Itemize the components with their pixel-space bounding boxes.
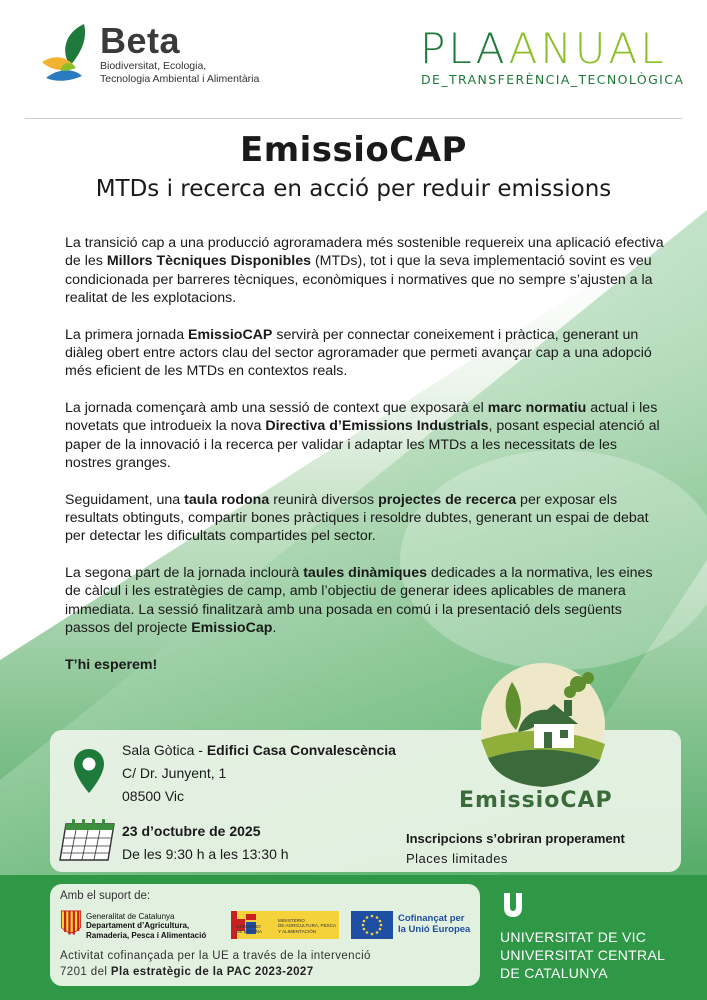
location-pin-icon <box>72 748 106 794</box>
plan-anual-subtitle: DE_TRANSFERÈNCIA_TECNOLÒGICA <box>421 72 685 87</box>
beta-subtitle: Biodiversitat, Ecologia, Tecnologia Ambiental i Alimentària <box>100 60 260 85</box>
event-datetime: 23 d’octubre de 2025 De les 9:30 h a les 13:30 h <box>122 823 289 862</box>
registration-notice: Inscripcions s’obriran properament <box>406 831 625 846</box>
page-title: EmissioCAP <box>240 130 467 170</box>
university-name: UNIVERSITAT DE VIC UNIVERSITAT CENTRAL DE CATALUNYA <box>500 929 666 981</box>
closing-line: T’hi esperem! <box>65 656 158 673</box>
paragraph-3: La jornada començarà amb una sessió de context que exposarà el marc normatiu actual i les novetats que introdueix la nova Directiva d’Emissions Industrials, posant especial atenció al paper de la innovació i la recerca per validar i adaptar les MTDs a les necessitats de les nostres granges. <box>65 400 660 471</box>
event-location: Sala Gòtica - Edifici Casa Convalescència C/ Dr. Junyent, 1 08500 Vic <box>122 742 396 804</box>
paragraph-2: La primera jornada EmissioCAP servirà per connectar coneixement i pràctica, generant un diàleg obert entre actors clau del sector agroramader que permeti avançar cap a una adopció més eficient de les MTDs en contextos reals. <box>65 326 652 380</box>
calendar-icon <box>58 816 116 862</box>
emissiocap-farm-logo <box>478 660 608 790</box>
eu-cofinancing-text: Cofinançat per la Unió Europea <box>398 913 471 935</box>
paragraph-5: La segona part de la jornada inclourà taules dinàmiques dedicades a la normativa, les eines de càlcul i les estratègies de camp, amb l’objectiu de generar idees aplicables de manera immediata. La sessió finalitzarà amb una posada en comú i la presentació dels següents passos del projecte EmissioCap. <box>65 565 653 637</box>
generalitat-flag-icon <box>60 910 82 938</box>
support-label: Amb el suport de: <box>60 890 151 902</box>
uvic-u-logo <box>501 893 525 917</box>
gobierno-text: GOBIERNO DE ESPAÑA <box>236 924 262 935</box>
plan-anual-title: PLAANUAL <box>420 24 667 73</box>
page-subtitle: MTDs i recerca en acció per reduir emissions <box>95 176 612 202</box>
paragraph-1: La transició cap a una producció agroramadera més sostenible requereix una aplicació efectiva de les Millors Tècniques Disponibles (MTDs), tot i que la seva implementació sovint es veu condicionada per barreres tècniques, econòmiques i normatives que no sempre s’ajusten a la realitat de les explotacions. <box>65 235 664 306</box>
paragraph-4: Seguidament, una taula rodona reunirà diversos projectes de recerca per exposar els resultats obtinguts, compartir bones pràctiques i resoldre dubtes, generant un espai de debat per detectar les dificultats compartides pel sector. <box>65 491 649 545</box>
body-text <box>65 234 665 693</box>
ministerio-text: MINISTERIO DE AGRICULTURA, PESCA Y ALIMENTACIÓN <box>278 918 337 934</box>
eu-flag-icon <box>351 911 393 939</box>
beta-leaf-logo <box>40 22 100 84</box>
pac-activity-text: Activitat cofinançada per la UE a través de la intervenció 7201 del Pla estratègic de la PAC 2023-2027 <box>60 950 371 978</box>
beta-name: Beta <box>100 20 181 61</box>
emissiocap-wordmark: EmissioCAP <box>459 788 613 813</box>
generalitat-text: Generalitat de Catalunya Departament d’Agricultura, Ramaderia, Pesca i Alimentació <box>86 912 207 940</box>
limited-places: Places limitades <box>406 851 508 866</box>
header-divider <box>25 118 682 119</box>
